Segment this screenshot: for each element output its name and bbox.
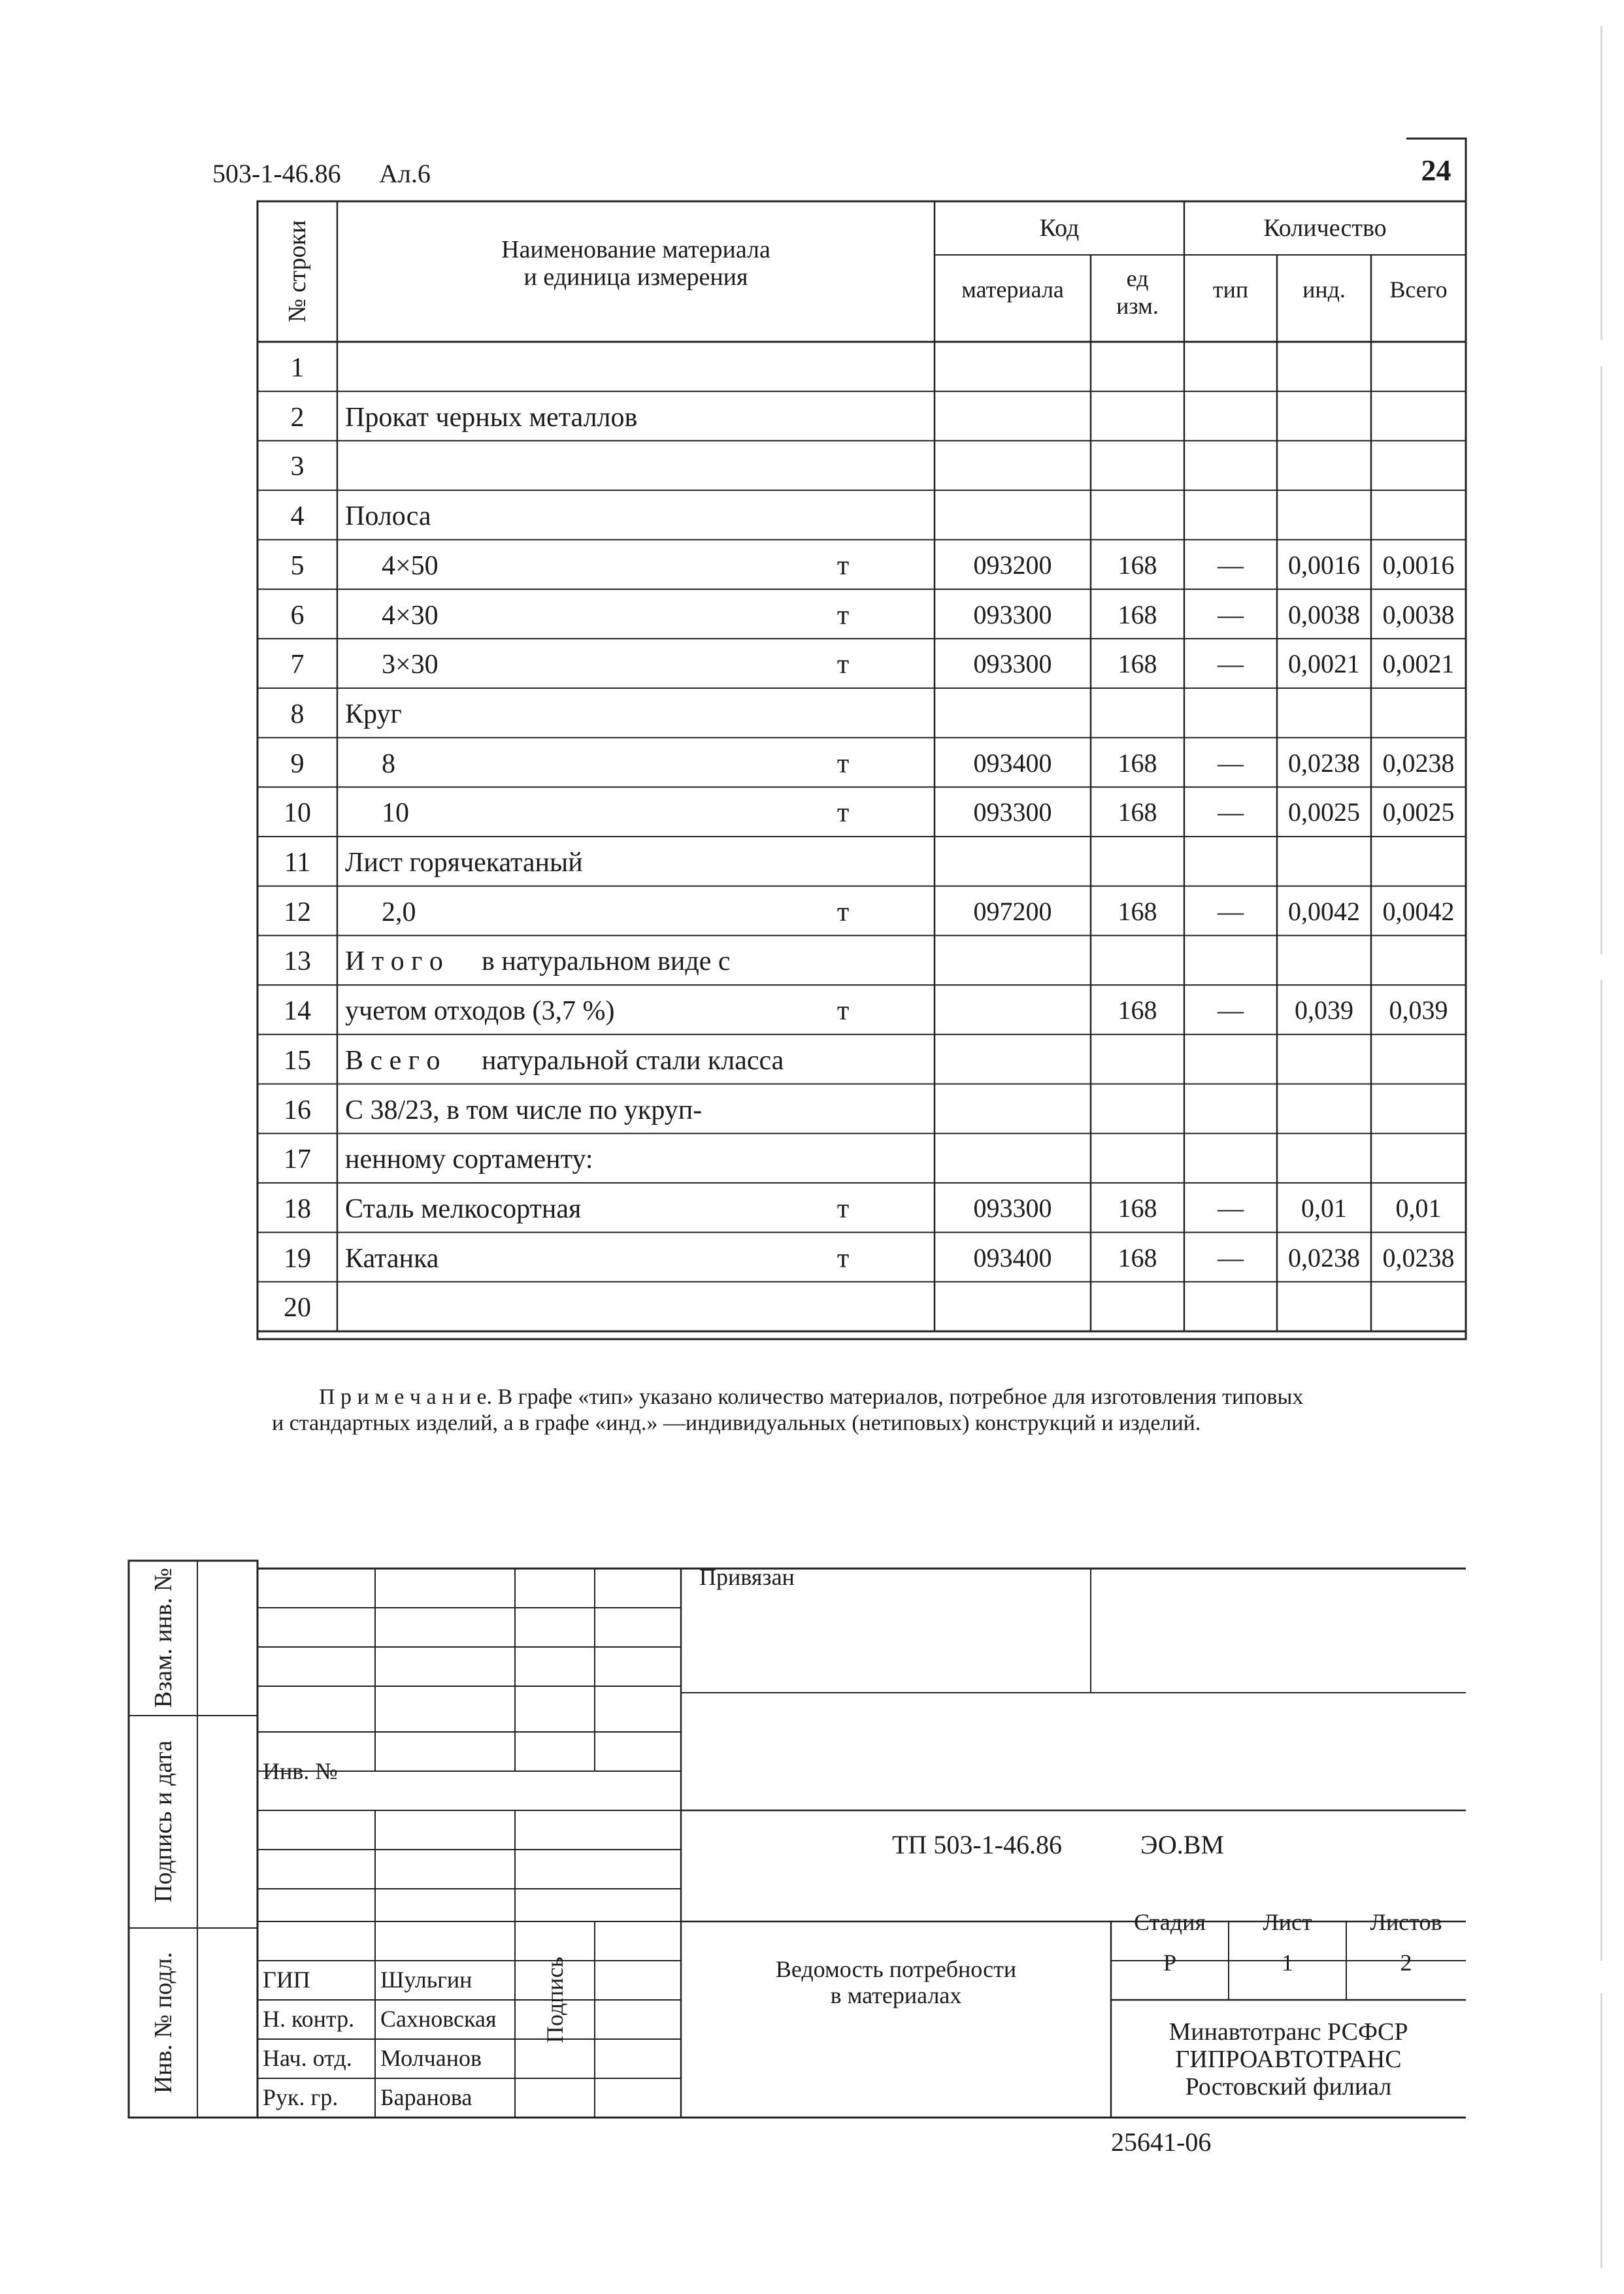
sheet-value: 1	[1282, 1950, 1293, 1976]
row-qty-total: 0,0238	[1382, 748, 1455, 778]
row-unit-code: 168	[1118, 649, 1157, 679]
row-material-code: 093300	[973, 649, 1052, 679]
row-number: 14	[284, 996, 311, 1027]
row-unit: т	[837, 748, 850, 779]
row-number: 20	[284, 1293, 311, 1323]
row-qty-type: —	[1218, 1193, 1244, 1223]
stage-value: Р	[1163, 1950, 1177, 1976]
row-qty-total: 0,0016	[1382, 550, 1455, 580]
row-qty-type: —	[1218, 748, 1244, 778]
row-number: 11	[284, 848, 311, 878]
row-unit: т	[837, 798, 850, 829]
row-number: 7	[290, 650, 305, 680]
row-qty-type: —	[1218, 995, 1244, 1025]
row-name: Сталь мелкосортная	[345, 1193, 582, 1224]
note-label: П р и м е ч а н и е.	[319, 1385, 493, 1409]
inv-label: Инв. №	[263, 1758, 338, 1784]
row-material-code: 093200	[973, 550, 1052, 580]
row-name-spaced: В с е г о	[345, 1045, 440, 1076]
col-unit-header: ед	[1126, 265, 1149, 291]
signature-column-label: Подпись	[542, 1956, 568, 2044]
person-role: Н. контр.	[263, 2006, 355, 2032]
row-qty-total: 0,039	[1389, 995, 1448, 1025]
row-qty-ind: 0,0042	[1288, 896, 1360, 926]
scan-edge-mark	[1600, 26, 1602, 340]
col-ind-header: инд.	[1302, 276, 1346, 303]
row-unit: т	[837, 550, 850, 581]
row-qty-type: —	[1218, 550, 1244, 580]
row-unit: т	[837, 650, 850, 680]
row-name: 8	[382, 748, 395, 779]
row-name: Лист горячекатаный	[345, 848, 583, 878]
row-unit-code: 168	[1118, 599, 1157, 629]
col-name-header-2: и единица измерения	[523, 263, 748, 291]
side-label-replace-inv: Взам. инв. №	[150, 1567, 177, 1708]
row-number: 9	[290, 748, 305, 779]
bound-label: Привязан	[699, 1564, 795, 1590]
row-qty-total: 0,0238	[1382, 1242, 1455, 1272]
org-name-2: ГИПРОАВТОТРАНС	[1175, 2046, 1402, 2073]
row-name: Прокат черных металлов	[345, 402, 638, 433]
row-number: 18	[284, 1193, 311, 1224]
row-number: 13	[284, 946, 311, 977]
sheets-label: Листов	[1370, 1909, 1442, 1935]
row-qty-type: —	[1218, 896, 1244, 926]
row-name: в натуральном виде с	[482, 946, 731, 977]
person-name: Молчанов	[380, 2045, 482, 2071]
row-material-code: 093300	[973, 599, 1052, 629]
scan-edge-mark	[1600, 1993, 1602, 2268]
row-name: натуральной стали класса	[482, 1045, 784, 1076]
row-qty-ind: 0,0238	[1288, 1242, 1360, 1272]
row-unit: т	[837, 1193, 850, 1224]
row-unit-code: 168	[1118, 748, 1157, 778]
row-number: 8	[290, 699, 305, 729]
doc-suffix: ЭО.ВМ	[1140, 1830, 1225, 1859]
row-qty-ind: 0,0021	[1288, 649, 1360, 679]
row-unit-code: 168	[1118, 1242, 1157, 1272]
row-number: 6	[290, 600, 305, 631]
row-unit-code: 168	[1118, 995, 1157, 1025]
sheets-value: 2	[1400, 1950, 1412, 1976]
col-material-header: материала	[961, 276, 1064, 303]
row-number: 15	[284, 1045, 311, 1076]
inventory-code: 25641-06	[1111, 2127, 1212, 2157]
person-role: Рук. гр.	[263, 2084, 339, 2110]
side-label-signature-date: Подпись и дата	[150, 1740, 177, 1903]
note-text-line2: и стандартных изделий, а в графе «инд.» —индивидуальных (нетиповых) конструкций и изделий.	[272, 1411, 1201, 1435]
row-material-code: 093300	[973, 797, 1052, 827]
row-qty-total: 0,0038	[1382, 599, 1455, 629]
album-label: Ал.6	[379, 159, 431, 188]
note-text	[319, 1386, 1303, 1408]
person-role: ГИП	[263, 1967, 310, 1993]
row-qty-ind: 0,0016	[1288, 550, 1360, 580]
row-number: 5	[290, 550, 305, 581]
row-material-code: 093400	[973, 748, 1052, 778]
scan-edge-mark	[1600, 980, 1602, 1961]
row-name: ненному сортаменту:	[345, 1144, 593, 1175]
row-name: Полоса	[345, 501, 431, 532]
row-name: С 38/23, в том числе по укруп-	[345, 1095, 703, 1125]
row-name: 4×50	[382, 550, 439, 581]
org-name: Минавтотранс РСФСР	[1168, 2018, 1408, 2046]
row-material-code: 097200	[973, 896, 1052, 926]
page-number: 24	[1421, 154, 1451, 187]
col-unit-header-2: изм.	[1116, 293, 1159, 319]
row-number: 2	[290, 402, 305, 433]
row-qty-ind: 0,039	[1295, 995, 1353, 1025]
row-number: 12	[284, 897, 311, 927]
row-qty-ind: 0,0038	[1288, 599, 1360, 629]
row-unit-code: 168	[1118, 797, 1157, 827]
col-type-header: тип	[1212, 276, 1249, 303]
row-name: Круг	[345, 699, 402, 729]
row-number: 4	[290, 501, 305, 532]
note-text-line1: В графе «тип» указано количество материалов, потребное для изготовления типовых	[497, 1385, 1304, 1409]
row-number: 16	[284, 1095, 311, 1125]
col-name-header: Наименование материала	[501, 236, 771, 263]
row-qty-ind: 0,0238	[1288, 748, 1360, 778]
row-qty-ind: 0,01	[1301, 1193, 1347, 1223]
row-name: 4×30	[382, 600, 439, 631]
scan-edge-mark	[1600, 366, 1602, 954]
row-name: 2,0	[382, 897, 416, 927]
row-material-code: 093300	[973, 1193, 1052, 1223]
row-qty-total: 0,0042	[1382, 896, 1455, 926]
qty-group-header: Количество	[1263, 214, 1387, 242]
row-number: 1	[290, 353, 305, 383]
row-number: 17	[284, 1144, 311, 1175]
row-qty-type: —	[1218, 599, 1244, 629]
doc-code: 503-1-46.86	[212, 159, 341, 188]
row-name: 10	[382, 798, 409, 829]
row-qty-type: —	[1218, 1242, 1244, 1272]
row-qty-type: —	[1218, 649, 1244, 679]
row-name: 3×30	[382, 650, 439, 680]
org-name-3: Ростовский филиал	[1185, 2073, 1392, 2101]
row-qty-total: 0,01	[1395, 1193, 1442, 1223]
document-title-2: в материалах	[830, 1982, 962, 2008]
col-total-header: Всего	[1389, 276, 1448, 303]
person-name: Баранова	[380, 2084, 472, 2110]
col-row-no-header: № строки	[284, 220, 311, 323]
row-number: 10	[284, 798, 311, 829]
row-name: учетом отходов (3,7 %)	[345, 996, 615, 1027]
row-unit-code: 168	[1118, 1193, 1157, 1223]
document-title: Ведомость потребности	[775, 1956, 1017, 1982]
row-number: 19	[284, 1243, 311, 1274]
doc-designation: ТП 503-1-46.86	[892, 1830, 1062, 1859]
side-label-inv-original: Инв. № подл.	[150, 1952, 177, 2094]
row-name-spaced: И т о г о	[345, 946, 443, 977]
person-role: Нач. отд.	[263, 2045, 352, 2071]
row-qty-total: 0,0021	[1382, 649, 1455, 679]
row-name: Катанка	[345, 1243, 439, 1274]
row-unit: т	[837, 1243, 850, 1274]
code-group-header: Код	[1039, 214, 1080, 242]
row-material-code: 093400	[973, 1242, 1052, 1272]
row-unit-code: 168	[1118, 896, 1157, 926]
row-number: 3	[290, 452, 305, 482]
sheet-label: Лист	[1263, 1909, 1312, 1935]
row-qty-ind: 0,0025	[1288, 797, 1360, 827]
row-qty-type: —	[1218, 797, 1244, 827]
row-unit-code: 168	[1118, 550, 1157, 580]
person-name: Шульгин	[380, 1967, 472, 1993]
row-qty-total: 0,0025	[1382, 797, 1455, 827]
stage-label: Стадия	[1134, 1909, 1206, 1935]
row-unit: т	[837, 600, 850, 631]
row-unit: т	[837, 897, 850, 927]
person-name: Сахновская	[380, 2006, 497, 2032]
row-unit: т	[837, 996, 850, 1027]
